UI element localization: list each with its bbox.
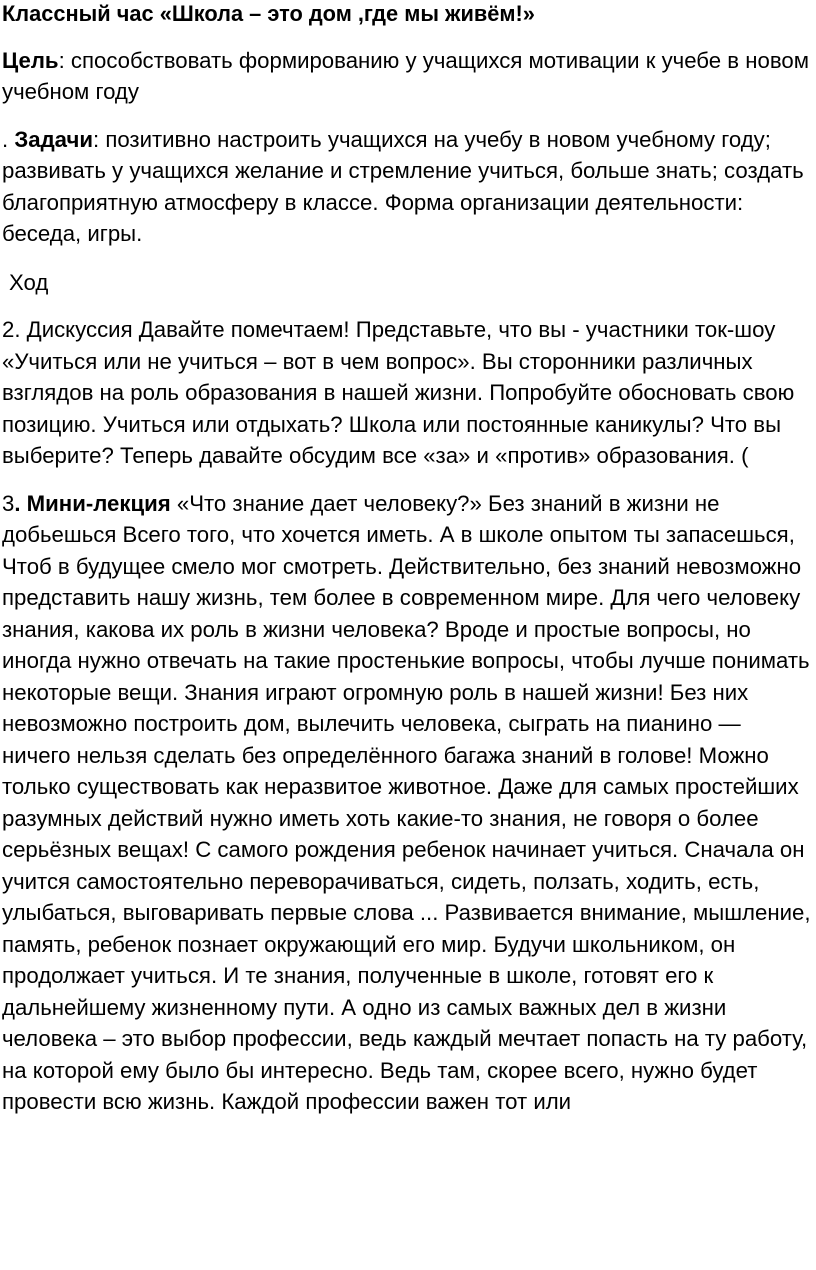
goal-text: : способствовать формированию у учащихся мотивации к учебе в новом учебном году	[2, 47, 809, 104]
lecture-paragraph	[2, 488, 814, 1118]
document-title: Классный час «Школа – это дом ,где мы живём!»	[2, 1, 535, 26]
lecture-number: 3	[2, 490, 15, 516]
goal-paragraph	[2, 45, 814, 108]
tasks-prefix: .	[2, 126, 15, 152]
discussion-paragraph: 2. Дискуссия Давайте помечтаем! Представьте, что вы - участники ток-шоу «Учиться или не учиться – вот в чем вопрос». Вы сторонники различных взглядов на роль образования в нашей жизни. Попробуйте обосновать свою позицию. Учиться или отдыхать? Школа или постоянные каникулы? Что вы выберите? Теперь давайте обсудим все «за» и «против» образования. (	[2, 317, 795, 468]
tasks-label: Задачи	[14, 126, 93, 152]
tasks-text: : позитивно настроить учащихся на учебу в новом учебному году; развивать у учащихся желание и стремление учиться, больше знать; создать благоприятную атмосферу в классе. Форма организации деятельности: беседа, игры.	[2, 126, 804, 246]
tasks-paragraph	[2, 124, 814, 250]
section-heading-hod: Ход	[9, 269, 49, 295]
lecture-text: «Что знание дает человеку?» Без знаний в жизни не добьешься Всего того, что хочется иметь. А в школе опытом ты запасешься, Чтоб в будущее смело мог смотреть. Действительно, без знаний невозможно представить нашу жизнь, тем более в современном мире. Для чего человеку знания, какова их роль в жизни человека? Вроде и простые вопросы, но иногда нужно отвечать на такие простенькие вопросы, чтобы лучше понимать некоторые вещи. Знания играют огромную роль в нашей жизни! Без них невозможно построить дом, вылечить человека, сыграть на пианино — ничего нельзя сделать без определённого багажа знаний в голове! Можно только существовать как неразвитое животное. Даже для самых простейших разумных действий нужно иметь хоть какие-то знания, не говоря о более серьёзных вещах! С самого рождения ребенок начинает учиться. Сначала он учится самостоятельно переворачиваться, сидеть, ползать, ходить, есть, улыбаться, выговаривать первые слова ... Развивается внимание, мышление, память, ребенок познает окружающий его мир. Будучи школьником, он продолжает учиться. И те знания, полученные в школе, готовят его к дальнейшему жизненному пути. А одно из самых важных дел в жизни человека – это выбор профессии, ведь каждый мечтает попасть на ту работу, на которой ему было бы интересно. Ведь там, скорее всего, нужно будет провести всю жизнь. Каждой профессии важен тот или	[2, 490, 811, 1114]
goal-label: Цель	[2, 47, 59, 73]
lecture-label: . Мини-лекция	[14, 490, 171, 516]
